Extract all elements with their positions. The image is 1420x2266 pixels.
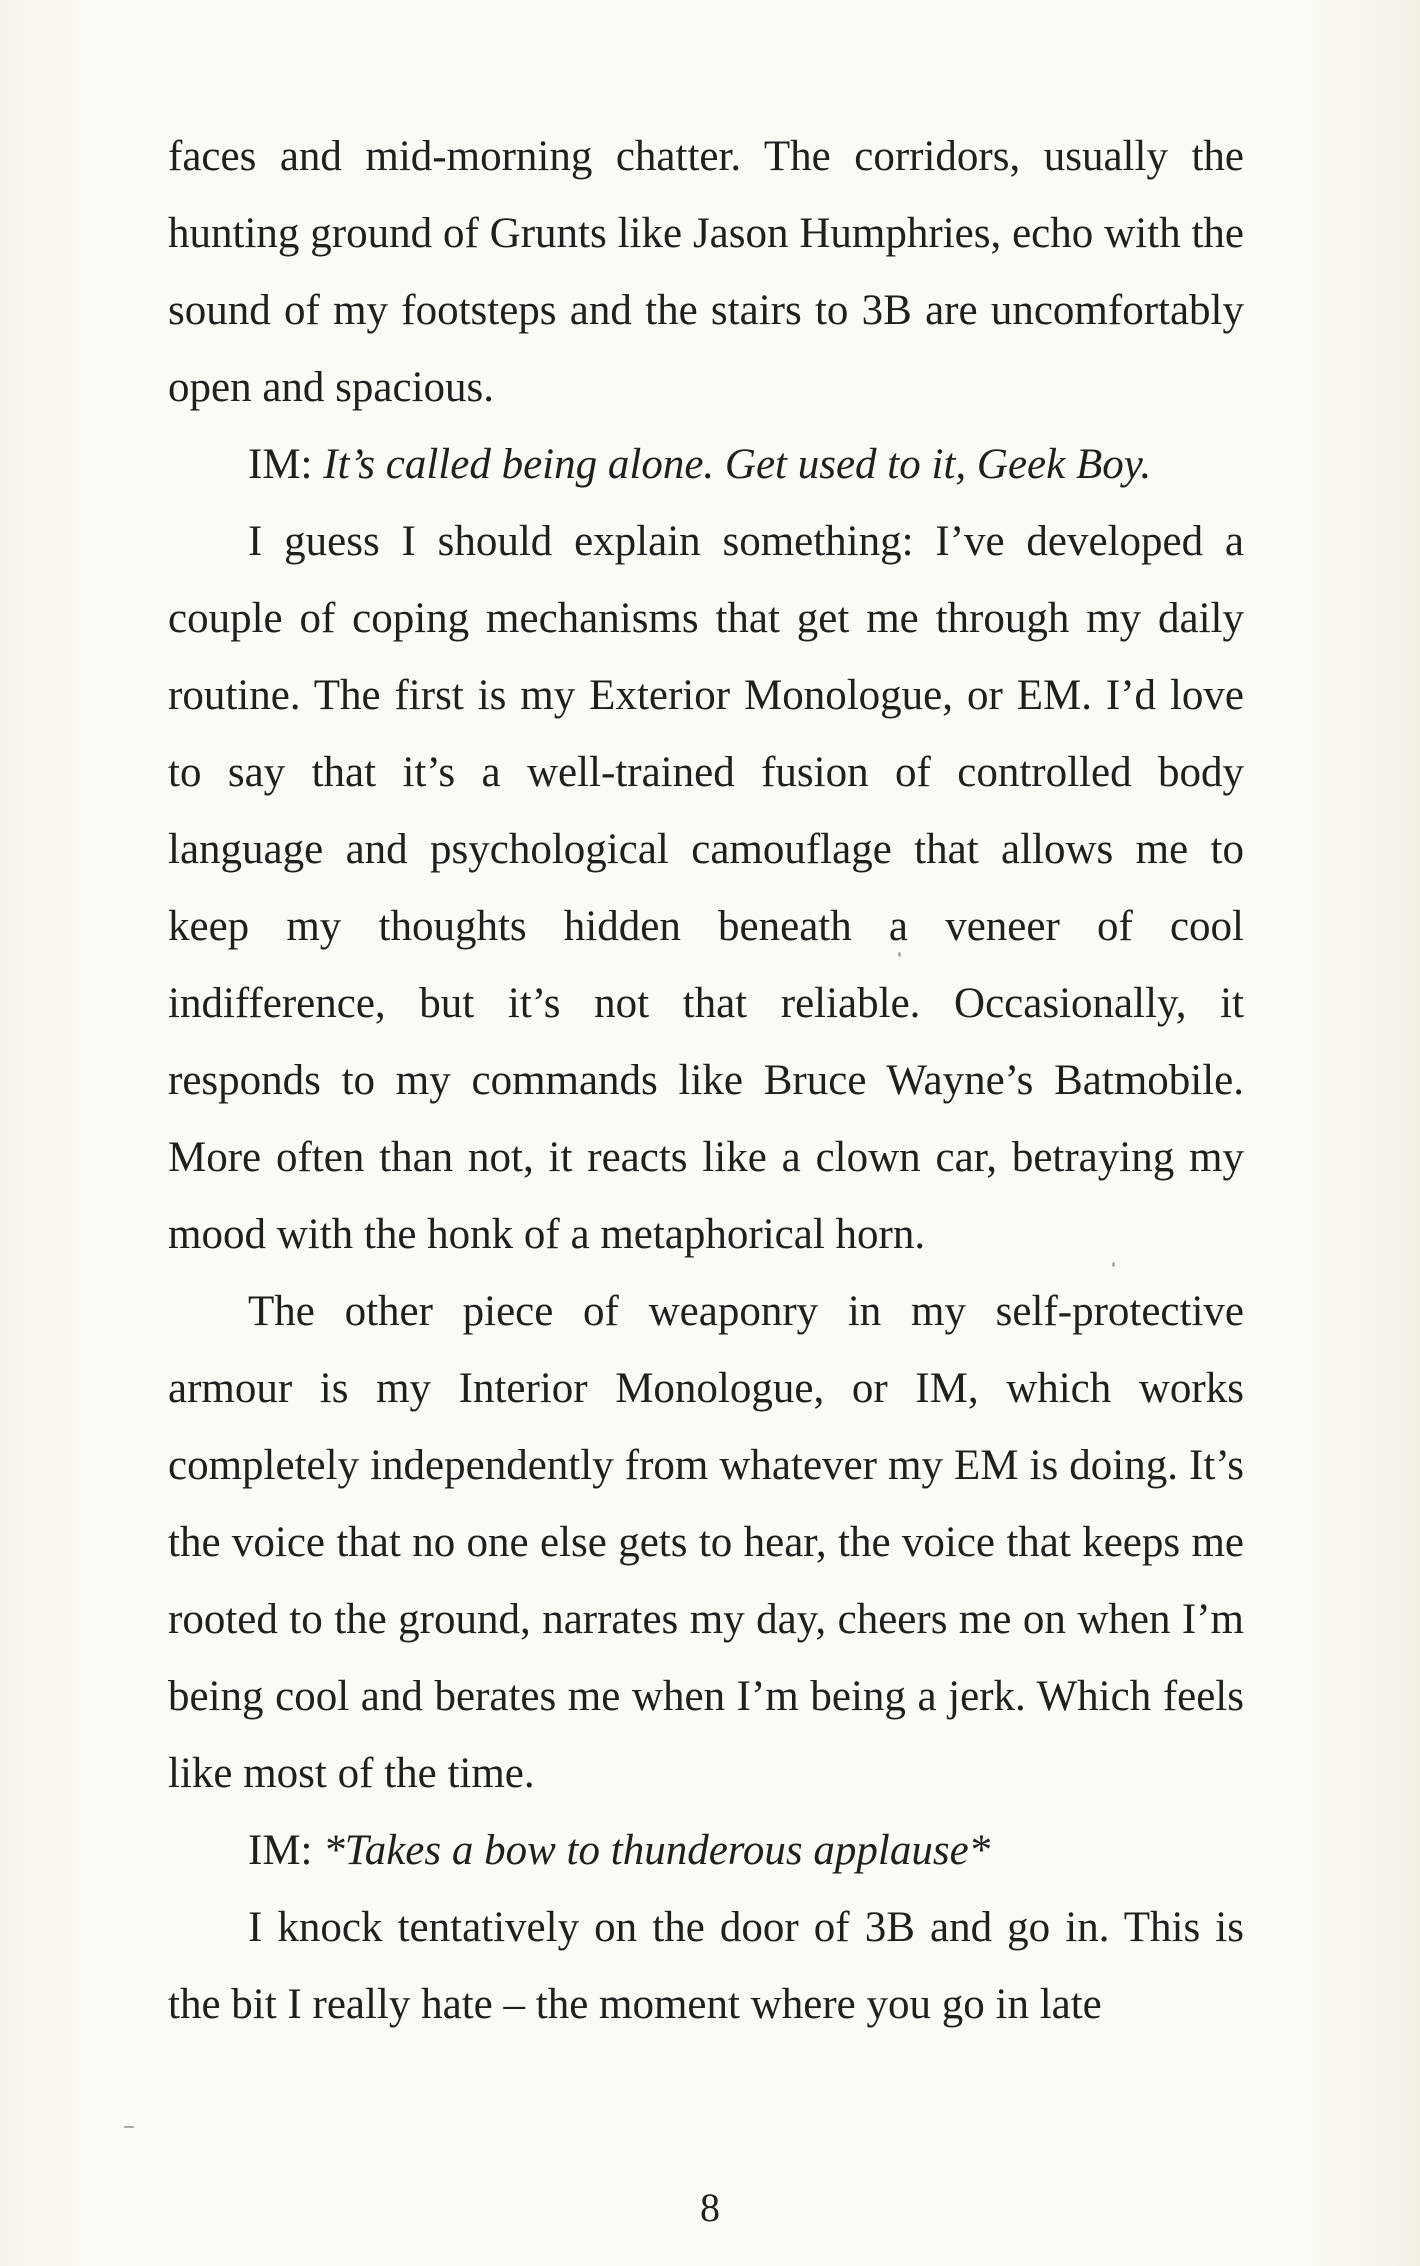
interior-monologue-line-1 [168, 426, 1244, 503]
paragraph-knock-door: I knock tentatively on the door of 3B and go in. This is the bit I really hate – the moment where you go in late [168, 1904, 1244, 2028]
paragraph-corridors: faces and mid-morning chatter. The corridors, usually the hunting ground of Grunts like Jason Humphries, echo with the sound of my footsteps and the stairs to 3B are uncomfortably open and spacious. [168, 133, 1244, 411]
im-italic-text: It’s called being alone. Get used to it, Geek Boy. [323, 441, 1152, 488]
paper-speck [1112, 1262, 1115, 1267]
page-body-text [168, 118, 1244, 2043]
paper-speck [124, 2126, 134, 2128]
im-label: IM: [248, 1827, 313, 1874]
paragraph-exterior-monologue: I guess I should explain something: I’ve developed a couple of coping mechanisms that get me through my daily routine. The first is my Exterior Monologue, or EM. I’d love to say that it’s a well-trained fusion of controlled body language and psychological camouflage that allows me to keep my thoughts hidden beneath a veneer of cool indifference, but it’s not that reliable. Occasionally, it responds to my commands like Bruce Wayne’s Batmobile. More often than not, it reacts like a clown car, betraying my mood with the honk of a metaphorical horn. [168, 518, 1244, 1258]
im-italic-text: *Takes a bow to thunderous applause* [323, 1827, 991, 1874]
im-label: IM: [248, 441, 313, 488]
interior-monologue-line-2 [168, 1812, 1244, 1889]
paper-speck [898, 952, 901, 957]
page-number: 8 [700, 2185, 720, 2230]
paragraph-interior-monologue: The other piece of weaponry in my self-protective armour is my Interior Monologue, or IM, which works completely independently from whatever my EM is doing. It’s the voice that no one else gets to hear, the voice that keeps me rooted to the ground, narrates my day, cheers me on when I’m being cool and berates me when I’m being a jerk. Which feels like most of the time. [168, 1288, 1244, 1797]
